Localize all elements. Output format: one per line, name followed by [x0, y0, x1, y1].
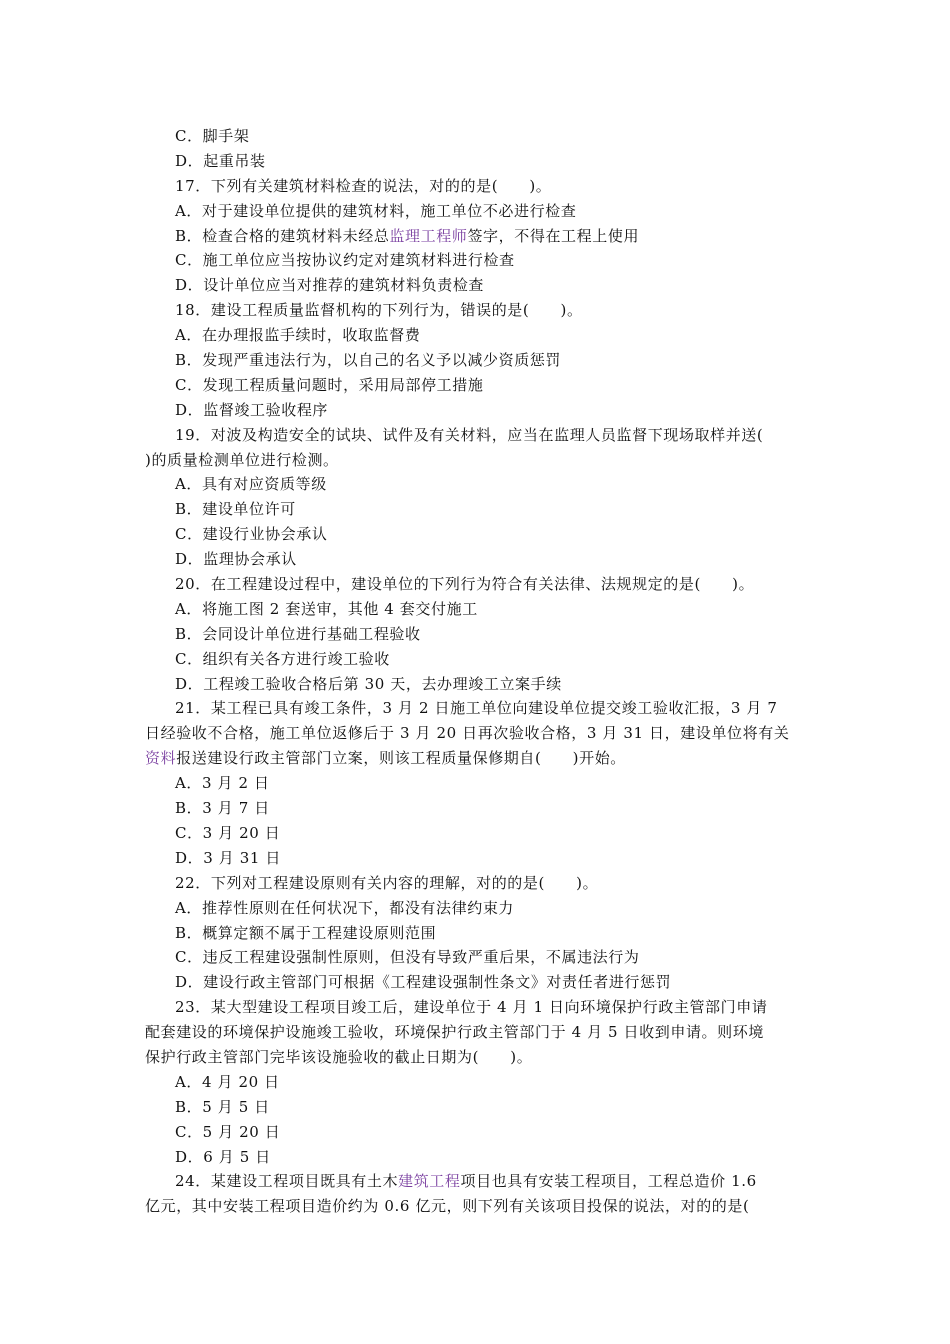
answer-option-line [145, 672, 810, 697]
text-segment: A．在办理报监手续时，收取监督费 [175, 326, 421, 345]
text-segment: A．推荐性原则在任何状况下，都没有法律约束力 [175, 898, 515, 917]
answer-option-line [145, 472, 810, 497]
answer-option-line [145, 199, 810, 224]
text-segment: D．工程竣工验收合格后第 30 天，去办理竣工立案手续 [175, 674, 562, 693]
keyword-link[interactable]: 资料 [145, 749, 177, 768]
text-segment: 配套建设的环境保护设施竣工验收，环境保护行政主管部门于 4 月 5 日收到申请。则环境 [145, 1023, 764, 1042]
answer-option-line [145, 1145, 810, 1170]
text-segment: A．4 月 20 日 [175, 1072, 280, 1091]
text-segment: 23．某大型建设工程项目竣工后，建设单位于 4 月 1 日向环境保护行政主管部门申请 [175, 998, 768, 1017]
text-segment: C．建设行业协会承认 [175, 525, 328, 544]
text-segment: 19．对波及构造安全的试块、试件及有关材料，应当在监理人员监督下现场取样并送( [175, 425, 764, 444]
text-segment: C．施工单位应当按协议约定对建筑材料进行检查 [175, 251, 515, 270]
text-segment: B．概算定额不属于工程建设原则范围 [175, 923, 437, 942]
text-segment: B．3 月 7 日 [175, 799, 270, 818]
text-segment: 20．在工程建设过程中，建设单位的下列行为符合有关法律、法规规定的是( )。 [175, 575, 755, 594]
text-segment: )的质量检测单位进行检测。 [145, 450, 339, 469]
answer-option-line [145, 398, 810, 423]
text-segment: A．3 月 2 日 [175, 774, 270, 793]
question-continuation-line [145, 448, 810, 473]
text-segment: B．建设单位许可 [175, 500, 296, 519]
answer-option-line [145, 597, 810, 622]
text-segment: D．设计单位应当对推荐的建筑材料负责检查 [175, 276, 485, 295]
text-segment: A．具有对应资质等级 [175, 475, 327, 494]
answer-option-line [145, 497, 810, 522]
answer-option-line [145, 945, 810, 970]
text-segment: 报送建设行政主管部门立案，则该工程质量保修期自( )开始。 [176, 749, 626, 768]
answer-option-line [145, 921, 810, 946]
question-continuation-line [145, 1045, 810, 1070]
answer-option-line [145, 323, 810, 348]
text-segment: D．监理协会承认 [175, 550, 297, 569]
text-segment: 亿元，其中安装工程项目造价约为 0.6 亿元，则下列有关该项目投保的说法，对的的是( [145, 1197, 750, 1216]
answer-option-line [145, 547, 810, 572]
question-continuation-line [145, 721, 810, 746]
text-segment: 18．建设工程质量监督机构的下列行为，错误的是( )。 [175, 301, 583, 320]
text-segment: D．6 月 5 日 [175, 1147, 271, 1166]
text-segment: C．违反工程建设强制性原则，但没有导致严重后果，不属违法行为 [175, 948, 640, 967]
text-segment: B．5 月 5 日 [175, 1097, 270, 1116]
question-line [145, 174, 810, 199]
question-line [145, 995, 810, 1020]
answer-option-line [145, 273, 810, 298]
question-continuation-line [145, 1194, 810, 1219]
text-segment: B．会同设计单位进行基础工程验收 [175, 624, 421, 643]
answer-option-line [145, 373, 810, 398]
question-line [145, 298, 810, 323]
question-text-body [145, 124, 810, 1219]
answer-option-line [145, 771, 810, 796]
question-line [145, 696, 810, 721]
answer-option-line [145, 1070, 810, 1095]
answer-option-line [145, 821, 810, 846]
text-segment: 日经验收不合格，施工单位返修后于 3 月 20 日再次验收合格，3 月 31 日，建设单位将有关 [145, 724, 790, 743]
text-segment: 签字，不得在工程上使用 [467, 226, 640, 245]
answer-option-line [145, 224, 810, 249]
text-segment: C．3 月 20 日 [175, 823, 281, 842]
text-segment: A．将施工图 2 套送审，其他 4 套交付施工 [175, 599, 478, 618]
answer-option-line [145, 622, 810, 647]
text-segment: B．检查合格的建筑材料未经总 [175, 226, 390, 245]
answer-option-line [145, 124, 810, 149]
keyword-link[interactable]: 监理工程师 [389, 226, 468, 245]
answer-option-line [145, 1120, 810, 1145]
answer-option-line [145, 896, 810, 921]
question-line [145, 572, 810, 597]
question-continuation-line [145, 1020, 810, 1045]
text-segment: 项目也具有安装工程项目，工程总造价 1.6 [460, 1172, 757, 1191]
text-segment: D．起重吊装 [175, 151, 266, 170]
text-segment: C．脚手架 [175, 127, 250, 145]
question-line [145, 871, 810, 896]
question-line [145, 423, 810, 448]
text-segment: A．对于建设单位提供的建筑材料，施工单位不必进行检查 [175, 201, 577, 220]
text-segment: 21．某工程已具有竣工条件，3 月 2 日施工单位向建设单位提交竣工验收汇报，3 月 7 [175, 699, 778, 718]
text-segment: D．建设行政主管部门可根据《工程建设强制性条文》对责任者进行惩罚 [175, 973, 672, 992]
text-segment: D．3 月 31 日 [175, 848, 281, 867]
answer-option-line [145, 647, 810, 672]
text-segment: 17．下列有关建筑材料检查的说法，对的的是( )。 [175, 176, 552, 195]
text-segment: C．发现工程质量问题时，采用局部停工措施 [175, 375, 484, 394]
answer-option-line [145, 522, 810, 547]
answer-option-line [145, 248, 810, 273]
answer-option-line [145, 796, 810, 821]
text-segment: D．监督竣工验收程序 [175, 400, 329, 419]
answer-option-line [145, 970, 810, 995]
answer-option-line [145, 1095, 810, 1120]
answer-option-line [145, 149, 810, 174]
question-continuation-line [145, 746, 810, 771]
text-segment: C．5 月 20 日 [175, 1122, 281, 1141]
keyword-link[interactable]: 建筑工程 [398, 1172, 461, 1191]
text-segment: 24．某建设工程项目既具有土木 [175, 1172, 399, 1191]
answer-option-line [145, 846, 810, 871]
answer-option-line [145, 348, 810, 373]
text-segment: 22．下列对工程建设原则有关内容的理解，对的的是( )。 [175, 873, 599, 892]
text-segment: C．组织有关各方进行竣工验收 [175, 649, 390, 668]
text-segment: 保护行政主管部门完毕该设施验收的截止日期为( )。 [145, 1047, 533, 1066]
question-line [145, 1169, 810, 1194]
text-segment: B．发现严重违法行为，以自己的名义予以减少资质惩罚 [175, 351, 562, 370]
